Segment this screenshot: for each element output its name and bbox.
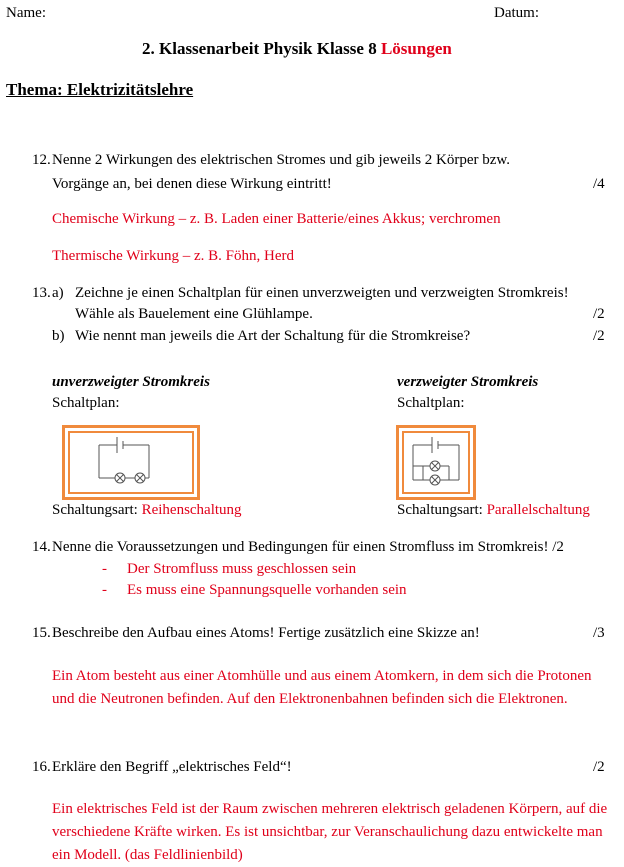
q14-bullet-2-dash: - (102, 582, 107, 598)
q13-a-line2: Wähle als Bauelement eine Glühlampe. (75, 306, 313, 322)
q12-line1: Nenne 2 Wirkungen des elektrischen Stromes und gib jeweils 2 Körper bzw. (52, 152, 511, 168)
q14-bullet-1-dash: - (102, 561, 107, 577)
q13-number: 13. (32, 285, 51, 301)
right-type (397, 502, 590, 519)
left-type-label: Schaltungsart: (52, 502, 138, 518)
right-heading: verzweigter Stromkreis (397, 374, 539, 390)
q12-answer-2: Thermische Wirkung – z. B. Föhn, Herd (52, 248, 294, 264)
q14-number: 14. (32, 539, 51, 555)
q13-b-points: /2 (593, 328, 605, 344)
q14-line: Nenne die Voraussetzungen und Bedingungen für einen Stromfluss im Stromkreis! /2 (52, 539, 564, 555)
series-circuit-diagram (65, 428, 197, 497)
q14-bullet-2: Es muss eine Spannungsquelle vorhanden sein (127, 582, 407, 598)
q15-number: 15. (32, 625, 51, 641)
q12-number: 12. (32, 152, 51, 168)
q15-line: Beschreibe den Aufbau eines Atoms! Fertige zusätzlich eine Skizze an! (52, 625, 480, 641)
q12-answer-1: Chemische Wirkung – z. B. Laden einer Batterie/eines Akkus; verchromen (52, 211, 501, 227)
name-label: Name: (6, 5, 46, 21)
q16-number: 16. (32, 759, 51, 775)
q13-a-line1: Zeichne je einen Schaltplan für einen unverzweigten und verzweigten Stromkreis! (75, 285, 569, 301)
q12-points: /4 (593, 176, 605, 192)
page-title (142, 39, 452, 59)
left-type (52, 502, 242, 519)
q16-answer: Ein elektrisches Feld ist der Raum zwischen mehreren elektrisch geladenen Körpern, auf die verschiedene Kräfte wirken. Es ist unsichtbar, zur Veranschaulichung dazu entwickelte man ein Modell. (das Feldlinienbild) (52, 801, 608, 863)
title-main: 2. Klassenarbeit Physik Klasse 8 (142, 39, 377, 58)
q15-points: /3 (593, 625, 605, 641)
date-label: Datum: (494, 5, 539, 21)
series-circuit-frame (62, 425, 200, 500)
title-solutions: Lösungen (380, 39, 452, 58)
q15-answer: Ein Atom besteht aus einer Atomhülle und aus einem Atomkern, in dem sich die Protonen und die Neutronen befinden. Auf den Elektronenbahnen befinden sich die Elektronen. (52, 668, 592, 707)
parallel-circuit-frame (396, 425, 476, 500)
q13-a-label: a) (52, 285, 64, 301)
theme-heading: Thema: Elektrizitätslehre (6, 80, 194, 99)
left-type-value: Reihenschaltung (141, 502, 242, 518)
q13-b-label: b) (52, 328, 65, 344)
q16-points: /2 (593, 759, 605, 775)
right-type-label: Schaltungsart: (397, 502, 483, 518)
right-schaltplan-label: Schaltplan: (397, 395, 465, 411)
q16-line: Erkläre den Begriff „elektrisches Feld“! (52, 759, 292, 775)
left-heading: unverzweigter Stromkreis (52, 374, 210, 390)
q13-a-points: /2 (593, 306, 605, 322)
q13-b-line: Wie nennt man jeweils die Art der Schaltung für die Stromkreise? (75, 328, 471, 344)
q14-bullet-1: Der Stromfluss muss geschlossen sein (127, 561, 357, 577)
right-type-value: Parallelschaltung (486, 502, 590, 518)
q12-line2: Vorgänge an, bei denen diese Wirkung eintritt! (52, 176, 332, 192)
parallel-circuit-diagram (399, 428, 473, 497)
left-schaltplan-label: Schaltplan: (52, 395, 120, 411)
